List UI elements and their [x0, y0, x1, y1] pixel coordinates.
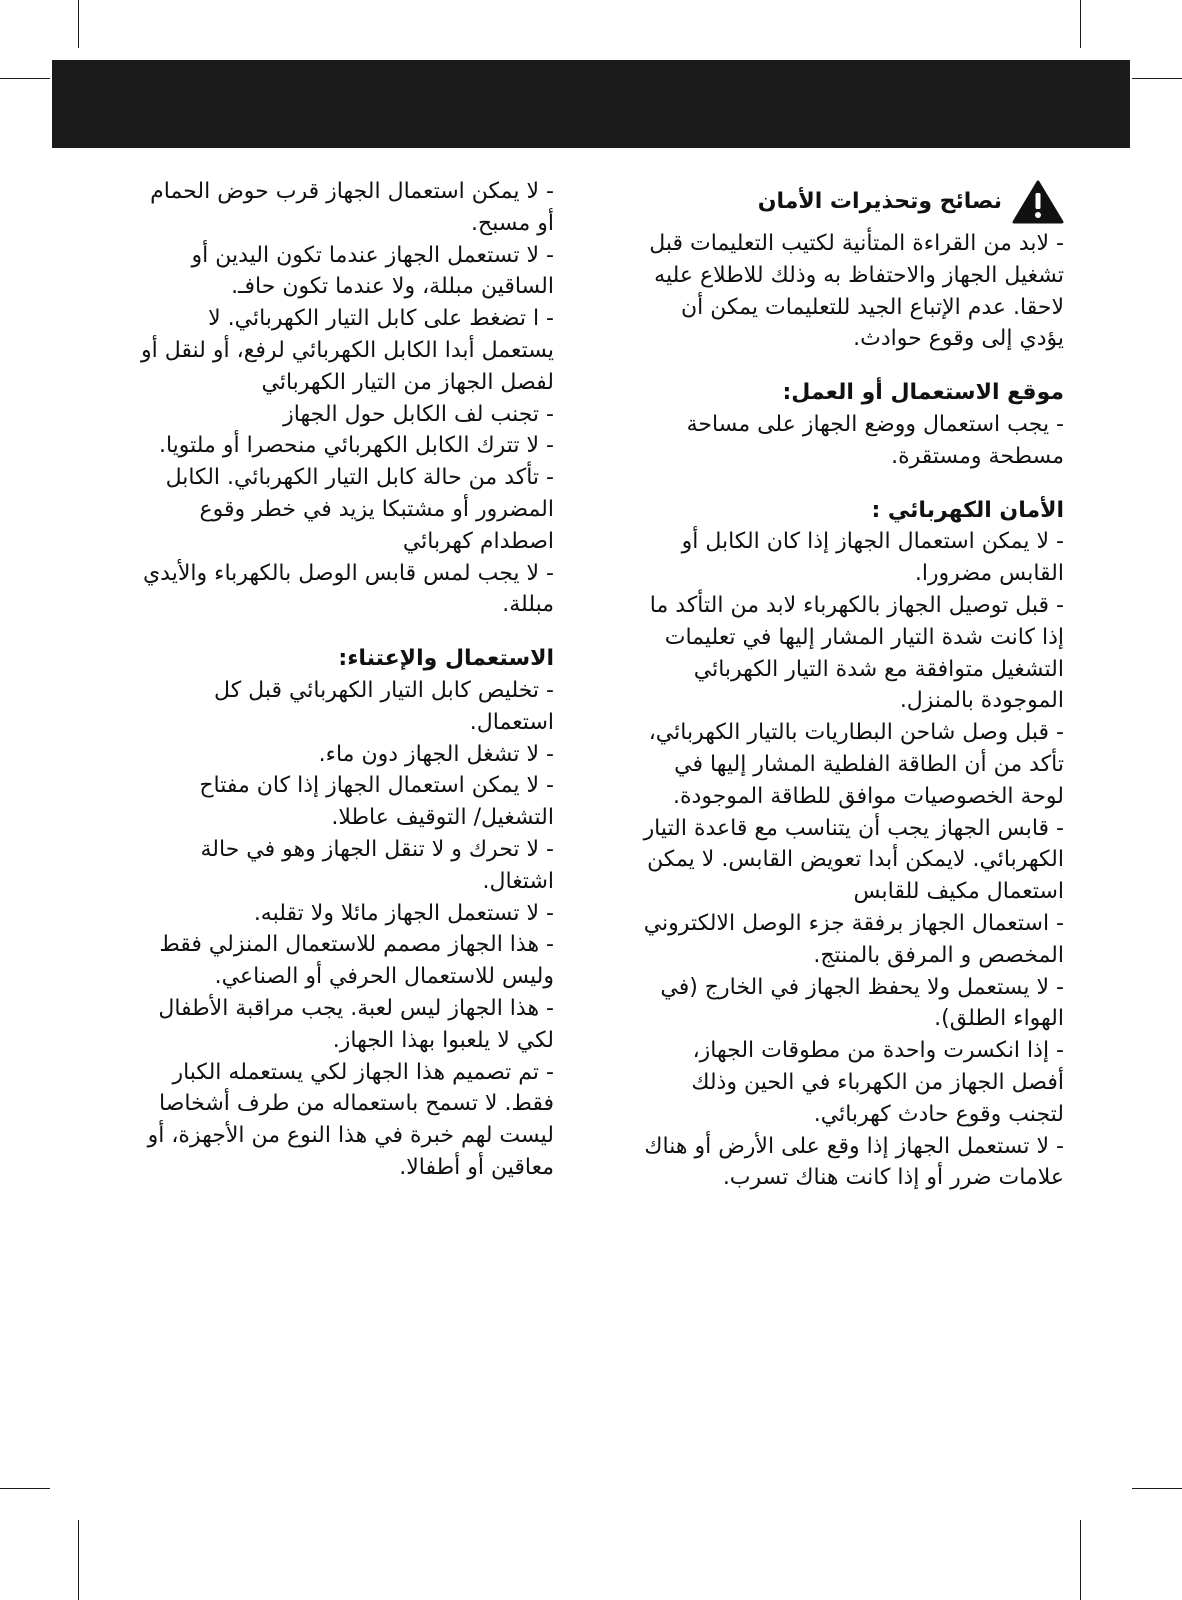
list-item: - تخليص كابل التيار الكهربائي قبل كل استعمال. [214, 677, 554, 735]
list-item: - تأكد من حالة كابل التيار الكهربائي. الكابل المضرور أو مشتبكا يزيد في خطر وقوع اصطدام كهربائي [165, 465, 554, 554]
crop-mark [1132, 78, 1182, 79]
safety-title: نصائح وتحذيرات الأمان [757, 189, 1002, 215]
list-item: - لا يمكن استعمال الجهاز قرب حوض الحمام أو مسبح. [150, 179, 554, 236]
crop-mark [78, 1520, 79, 1600]
list-item: - يجب استعمال ووضع الجهاز على مساحة مسطحة ومستقرة. [686, 411, 1064, 469]
electrical-heading: الأمان الكهربائي : [871, 497, 1064, 523]
care-heading: الاستعمال والإعتناء: [338, 646, 554, 672]
location-heading: موقع الاستعمال أو العمل: [782, 380, 1064, 406]
list-item: - تجنب لف الكابل حول الجهاز [283, 401, 554, 427]
list-item: - لا تستعمل الجهاز إذا وقع على الأرض أو هناك علامات ضرر أو إذا كانت هناك تسرب. [644, 1133, 1064, 1191]
intro-text: - لابد من القراءة المتأنية لكتيب التعليمات قبل تشغيل الجهاز والاحتفاظ به وذلك للاطلاع عليه لاحقا. عدم الإتباع الجيد للتعليمات يمكن أن يؤدي إلى وقوع حوادث. [649, 231, 1064, 352]
warning-icon [1012, 180, 1064, 224]
list-item: - لا تستعمل الجهاز مائلا ولا تقلبه. [253, 900, 554, 926]
crop-mark [0, 1488, 50, 1489]
crop-mark [1080, 0, 1081, 48]
list-item: - هذا الجهاز مصمم للاستعمال المنزلي فقط وليس للاستعمال الحرفي أو الصناعي. [159, 932, 554, 990]
safety-header [640, 180, 1064, 224]
left-column [138, 176, 554, 1184]
list-item: - لا تحرك و لا تنقل الجهاز وهو في حالة اشتغال. [200, 836, 554, 894]
list-item: - استعمال الجهاز برفقة جزء الوصل الالكتروني المخصص و المرفق بالمنتج. [643, 910, 1064, 968]
crop-mark [0, 78, 50, 79]
list-item: - لا يمكن استعمال الجهاز إذا كان الكابل أو القابس مضرورا. [681, 529, 1064, 587]
list-item: - إذا انكسرت واحدة من مطوقات الجهاز، أفصل الجهاز من الكهرباء في الحين وذلك لتجنب وقوع حادث كهربائي. [691, 1038, 1064, 1127]
list-item: - قابس الجهاز يجب أن يتناسب مع قاعدة التيار الكهربائي. لايمكن أبدا تعويض القابس. لا يمكن استعمال مكيف للقابس [643, 815, 1064, 905]
list-item: - لا تشغل الجهاز دون ماء. [318, 741, 554, 767]
crop-mark [1080, 1520, 1081, 1600]
list-item: - قبل توصيل الجهاز بالكهرباء لابد من التأكد ما إذا كانت شدة التيار المشار إليها في تعليمات التشغيل متوافقة مع شدة التيار الكهربائي الموجودة بالمنزل. [649, 592, 1064, 714]
list-item: - لا تستعمل الجهاز عندما تكون اليدين أو الساقين مبللة، ولا عندما تكون حافـ. [191, 242, 554, 300]
list-item: - لا يجب لمس قابس الوصل بالكهرباء والأيدي مبللة. [142, 560, 554, 618]
crop-mark [1132, 1488, 1182, 1489]
header-bar [52, 60, 1130, 148]
list-item: - لا يستعمل ولا يحفظ الجهاز في الخارج (في الهواء الطلق). [660, 974, 1064, 1032]
list-item: - هذا الجهاز ليس لعبة. يجب مراقبة الأطفال لكي لا يلعبوا بهذا الجهاز. [158, 995, 554, 1053]
list-item: - ا تضغط على كابل التيار الكهربائي. لا يستعمل أبدا الكابل الكهربائي لرفع، أو لنقل أو لفصل الجهاز من التيار الكهربائي [141, 306, 554, 395]
list-item: - قبل وصل شاحن البطاريات بالتيار الكهربائي، تأكد من أن الطاقة الفلطية المشار إليها في لوحة الخصوصيات موافق للطاقة الموجودة. [648, 720, 1064, 809]
crop-mark [78, 0, 79, 48]
list-item: - تم تصميم هذا الجهاز لكي يستعمله الكبار فقط. لا تسمح باستعماله من طرف أشخاصا ليست لهم خبرة في هذا النوع من الأجهزة، أو معاقين أو أطفالا. [147, 1059, 554, 1180]
list-item: - لا تترك الكابل الكهربائي منحصرا أو ملتويا. [158, 433, 554, 459]
list-item: - لا يمكن استعمال الجهاز إذا كان مفتاح التشغيل/ التوقيف عاطلا. [199, 773, 554, 831]
right-column [640, 176, 1064, 1194]
